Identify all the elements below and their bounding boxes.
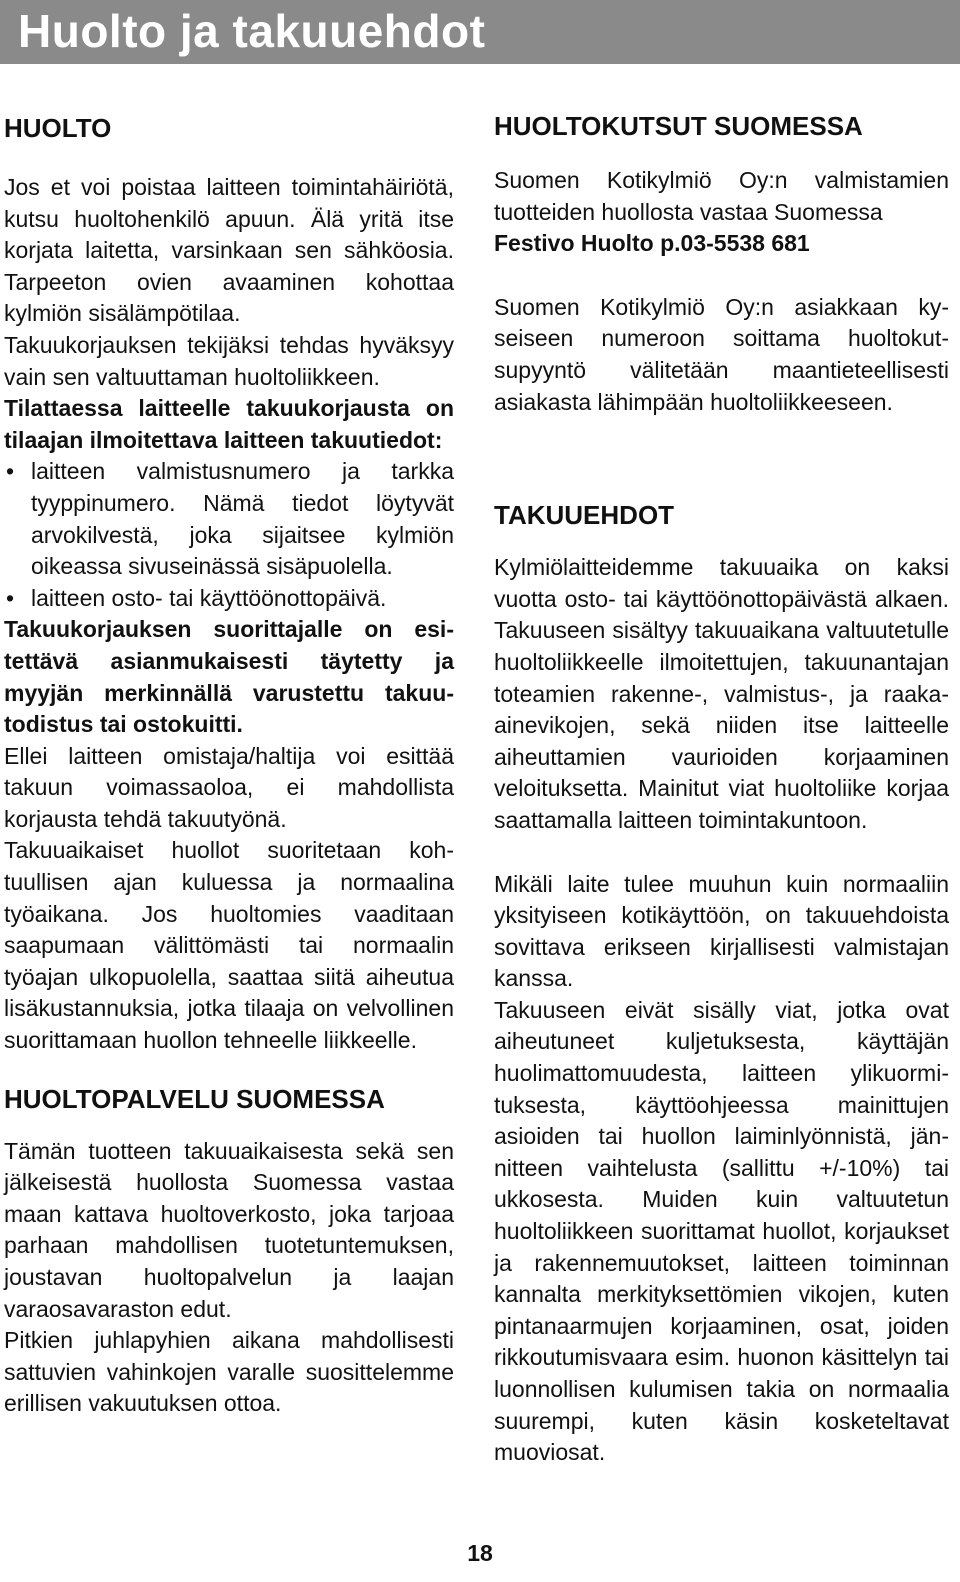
paragraph-warranty-period: Kylmiölaitteidemme takuuaika on kaksi vuotta osto- tai käyttöönottopäivästä alkaen. Takuuseen sisältyy takuuaikana valtuutetulle huoltoliikkeelle ilmoitettujen, takuunantajan toteamien rakenne-, valmistus-, ja raaka-ainevikojen, sekä niiden itse laitteelle aiheuttamien vaurioiden korjaaminen veloituksetta. Mainitut viat huoltoliike korjaa saattamalla laitteen toimintakuntoon. (494, 554, 949, 833)
paragraph-non-home-use: Mikäli laite tulee muuhun kuin normaaliin yksityiseen kotikäyttöön, on takuuehdoista sovittava erikseen kirjallisesti valmistajan kanssa. (494, 870, 949, 992)
right-column (494, 105, 949, 1469)
left-column (4, 105, 454, 1420)
paragraph-service-call-routing: Suomen Kotikylmiö Oy:n asiakkaan kyseiseen numeroon soittama huoltokutsupyyntö välitetään maantieteellisesti asiakasta lähimpään huoltoliikkeeseen. (494, 293, 949, 415)
paragraph-insurance: Pitkien juhlapyhien aikana mahdollisesti sattuvien vahinkojen varalle suosittelemme erillisen vakuutuksen ottoa. (4, 1327, 454, 1417)
takuuehdot-heading: TAKUUEHDOT (494, 500, 675, 531)
paragraph-service-hours: Takuuaikaiset huollot suoritetaan kohtuullisen ajan kuluessa ja normaalina työaikana. Jos huoltomies vaaditaan saapumaan välittömästi tai normaalin työajan ulkopuolella, saattaa siitä aiheutua lisäkustannuksia, jotka tilaaja on velvollinen suorittamaan huollon tehneelle liikkeelle. (4, 837, 454, 1054)
page-number: 18 (467, 1540, 493, 1566)
list-item: • laitteen valmistusnumero ja tarkka tyyppinumero. Nämä tiedot löytyvät arvokilvestä, joka sijaitsee kylmiön oikeassa sivuseinässä sisäpuolella. (4, 456, 454, 582)
paragraph-authorized-service: Takuukorjauksen tekijäksi tehdas hyväksyy vain sen valtuuttaman huoltoliikkeen. (4, 331, 454, 390)
warranty-info-list (4, 456, 454, 614)
list-item: • laitteen osto- tai käyttöönottopäivä. (4, 583, 454, 615)
title-bar (0, 0, 960, 64)
page-title: Huolto ja takuuehdot (18, 5, 486, 57)
paragraph-warranty-info-required: Tilattaessa laitteelle takuukorjausta on tilaajan ilmoitettava laitteen takuutiedot: (4, 395, 454, 453)
huolto-heading: HUOLTO (4, 113, 112, 143)
huoltokutsut-heading: HUOLTOKUTSUT SUOMESSA (494, 111, 863, 141)
paragraph-service-network: Tämän tuotteen takuuaikaisesta sekä sen jälkeisestä huollosta Suomessa vastaa maan kattava huoltoverkosto, joka tarjoaa parhaan mahdollisen tuotetuntemuksen, joustavan huoltopalvelun ja laajan varaosavaraston edut. (4, 1137, 454, 1322)
paragraph-service-responsibility: Suomen Kotikylmiö Oy:n valmistamien tuotteiden huollosta vastaa Suomessa (494, 167, 949, 225)
paragraph-warranty-certificate: Takuukorjauksen suorittajalle on esitettävä asianmukaisesti täytetty ja myyjän merkinnällä varustettu takuutodistus tai ostokuitti. (4, 616, 454, 738)
paragraph-warranty-exclusions: Takuuseen eivät sisälly viat, jotka ovat aiheutuneet kuljetuksesta, käyttäjän huolimattomuudesta, laitteen ylikuormituksesta, käyttöohjeessa mainittujen asioiden tai huollon laiminlyönnistä, jännitteen vaihtelusta (sallittu +/-10%) tai ukkosesta. Muiden kuin valtuutetun huoltoliikkeen suorittamat huollot, korjaukset ja rakennemuutokset, laitteen toiminnan kannalta merkityksettömien vikojen, kuten pintanaarmujen korjaaminen, osat, joiden rikkoutumisvaara esim. huonon käsittelyn tai luonnollisen kulumisen takia on normaalia suurempi, kuten käsin kosketeltavat muoviosat. (494, 996, 949, 1466)
huoltopalvelu-heading: HUOLTOPALVELU SUOMESSA (4, 1083, 385, 1114)
service-phone-number: Festivo Huolto p.03-5538 681 (494, 230, 810, 257)
paragraph-warranty-validity: Ellei laitteen omistaja/haltija voi esittää takuun voimassaoloa, ei mahdollista korjausta tehdä takuutyönä. (4, 742, 454, 832)
paragraph-trouble: Jos et voi poistaa laitteen toimintahäiriötä, kutsu huoltohenkilö apuun. Älä yritä itse korjata laitetta, varsinkaan sen sähköosia. Tarpeeton ovien avaaminen kohottaa kylmiön sisälämpötilaa. (4, 174, 454, 327)
